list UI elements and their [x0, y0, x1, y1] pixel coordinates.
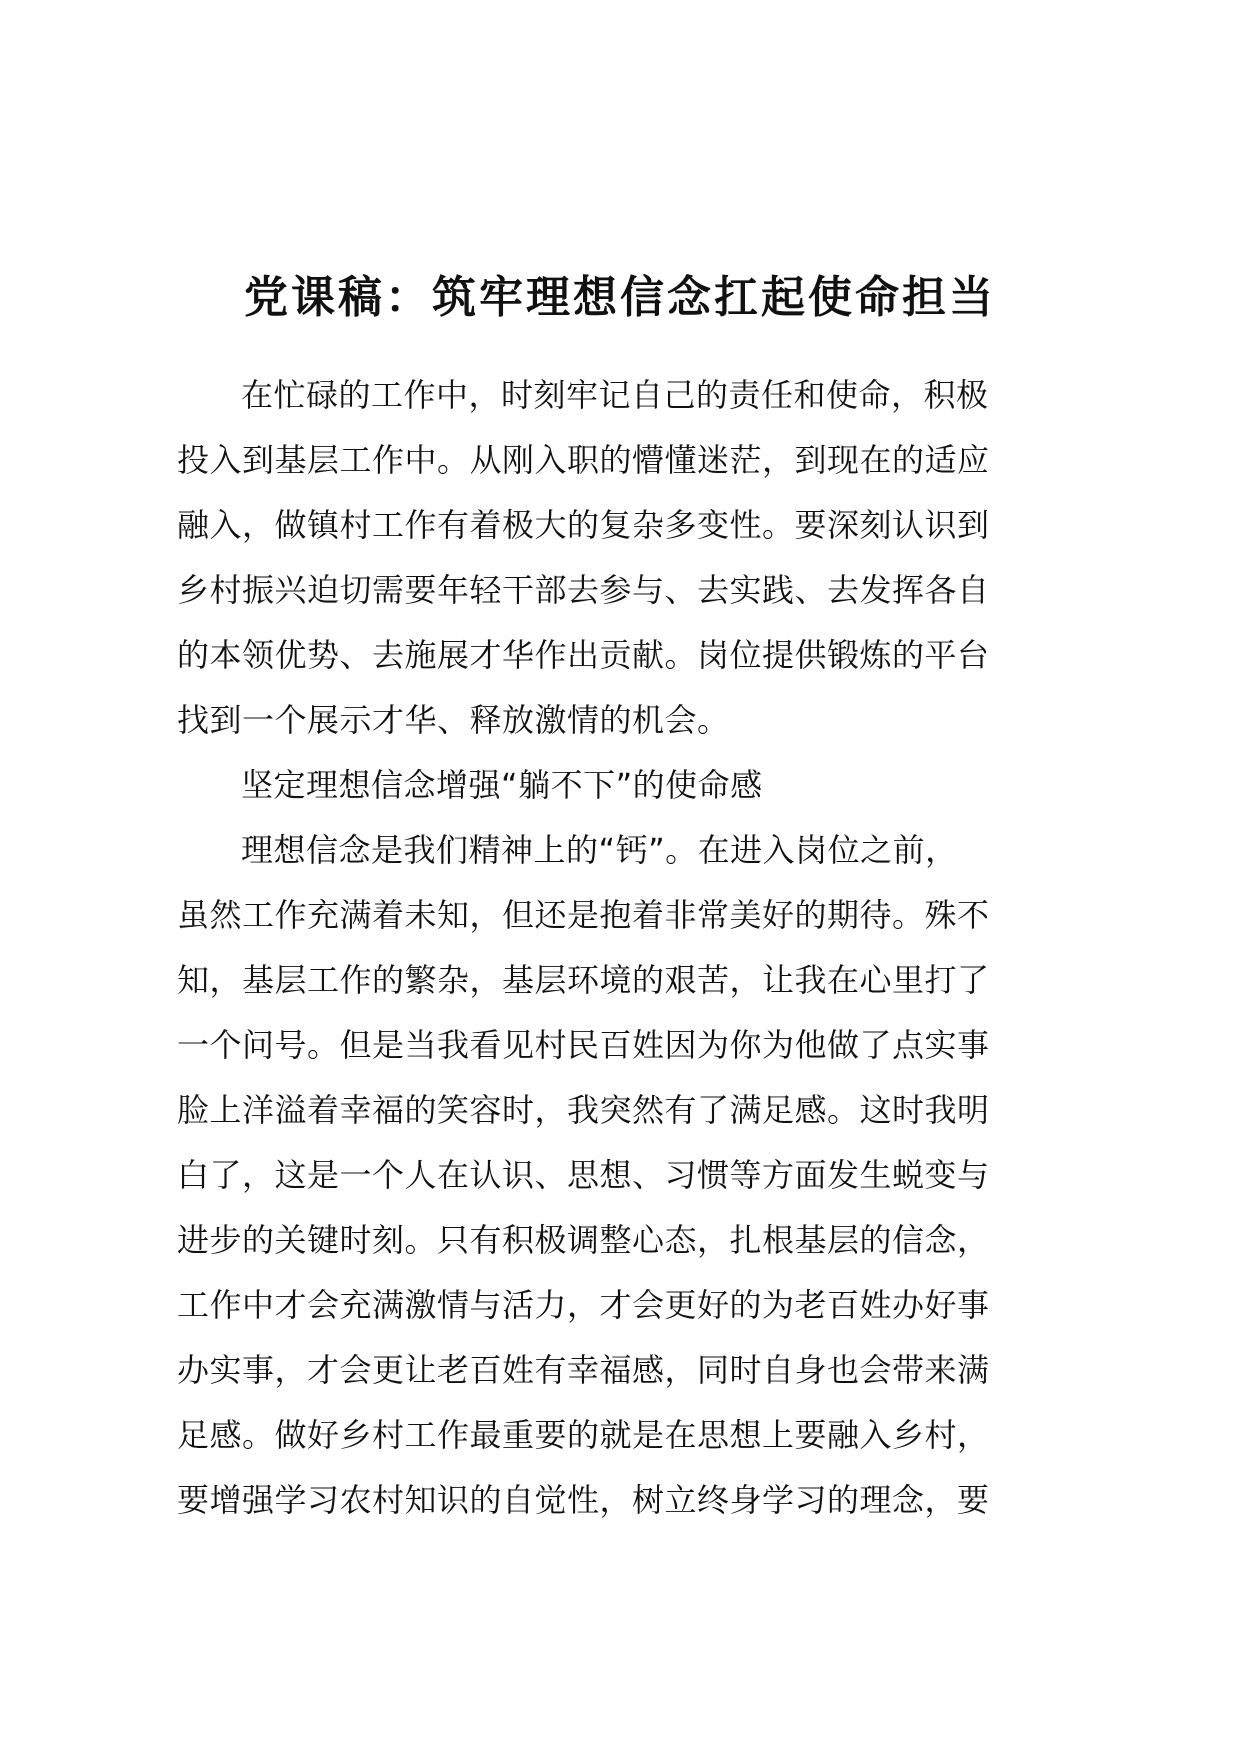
paragraph-1-line-1: 在忙碌的工作中，时刻牢记自己的责任和使命，积极 [241, 376, 989, 414]
paragraph-2-line-6: 白了，这是一个人在认识、思想、习惯等方面发生蜕变与 [177, 1156, 990, 1194]
paragraph-2-line-2: 虽然工作充满着未知，但还是抱着非常美好的期待。殊不 [177, 896, 990, 934]
paragraph-2-line-11: 要增强学习农村知识的自觉性，树立终身学习的理念，要 [177, 1481, 990, 1519]
paragraph-2-line-7: 进步的关键时刻。只有积极调整心态，扎根基层的信念， [177, 1221, 990, 1259]
paragraph-2-line-8: 工作中才会充满激情与活力，才会更好的为老百姓办好事 [177, 1286, 990, 1324]
paragraph-1-line-4: 乡村振兴迫切需要年轻干部去参与、去实践、去发挥各自 [177, 571, 990, 609]
document-body [177, 363, 1077, 1533]
paragraph-1-line-2: 投入到基层工作中。从刚入职的懵懂迷茫，到现在的适应 [177, 441, 990, 479]
paragraph-1-line-6: 找到一个展示才华、释放激情的机会。 [177, 701, 730, 739]
paragraph-2-line-3: 知，基层工作的繁杂，基层环境的艰苦，让我在心里打了 [177, 961, 990, 999]
paragraph-1-line-5: 的本领优势、去施展才华作出贡献。岗位提供锻炼的平台 [177, 636, 990, 674]
paragraph-1-line-3: 融入，做镇村工作有着极大的复杂多变性。要深刻认识到 [177, 506, 990, 544]
document-title: 党课稿：筑牢理想信念扛起使命担当 [244, 272, 996, 323]
paragraph-2-line-9: 办实事，才会更让老百姓有幸福感，同时自身也会带来满 [177, 1351, 990, 1389]
paragraph-2-line-10: 足感。做好乡村工作最重要的就是在思想上要融入乡村， [177, 1416, 990, 1454]
paragraph-2-line-1: 理想信念是我们精神上的“钙”。在进入岗位之前， [241, 831, 958, 869]
paragraph-2-line-5: 脸上洋溢着幸福的笑容时，我突然有了满足感。这时我明 [177, 1091, 990, 1129]
section-heading: 坚定理想信念增强“躺不下”的使命感 [241, 766, 763, 804]
paragraph-2-line-4: 一个问号。但是当我看见村民百姓因为你为他做了点实事 [177, 1026, 990, 1064]
